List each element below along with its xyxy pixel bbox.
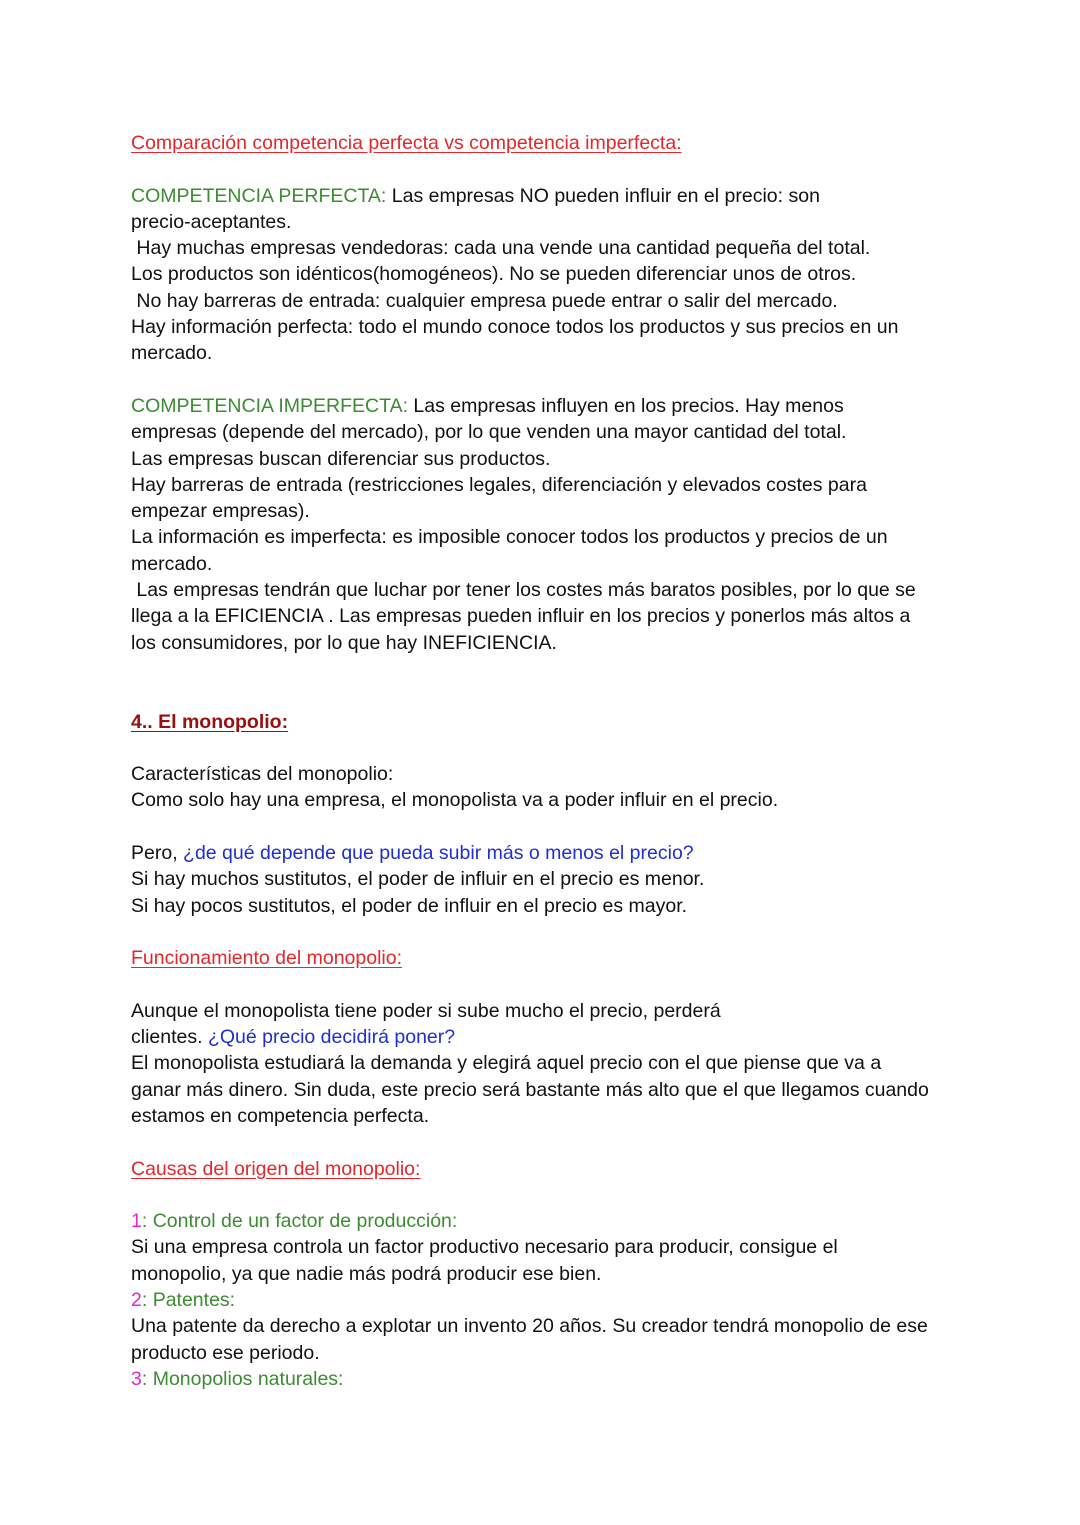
funcionamiento-heading: Funcionamiento del monopolio: [131,947,403,970]
perfecta-line: Hay muchas empresas vendedoras: cada una vende una cantidad pequeña del total. [131,237,871,260]
causa-title [131,1208,961,1234]
causa-number: 1 [131,1210,142,1233]
document-body [131,130,961,1392]
imperfecta-line: Las empresas buscan diferenciar sus productos. [131,447,551,470]
clientes-prefix: clientes. [131,1026,208,1049]
causa-title-text: : Control de un factor de producción: [141,1210,458,1233]
funcionamiento-line: ganar más dinero. Sin duda, este precio será bastante más alto que el que llegamos cuando [131,1078,929,1101]
imperfecta-text: Las empresas influyen en los precios. Hay menos [408,394,844,417]
causa-line: Una patente da derecho a explotar un invento 20 años. Su creador tendrá monopolio de ese [131,1315,928,1338]
caracteristicas-line: Como solo hay una empresa, el monopolista va a poder influir en el precio. [131,789,779,812]
precio-question: ¿Qué precio decidirá poner? [207,1026,456,1049]
comparison-heading: Comparación competencia perfecta vs competencia imperfecta: [131,132,682,154]
imperfecta-line: mercado. [131,552,213,575]
imperfecta-line: empresas (depende del mercado), por lo que venden una mayor cantidad del total. [131,421,847,444]
funcionamiento-line: El monopolista estudiará la demanda y elegirá aquel precio con el que piense que va a [131,1052,882,1075]
perfecta-label: COMPETENCIA PERFECTA: [131,184,387,207]
imperfecta-line: Hay barreras de entrada (restricciones legales, diferenciación y elevados costes para [131,473,867,496]
causa-title-text: : Patentes: [141,1289,236,1312]
causa-line: monopolio, ya que nadie más podrá producir ese bien. [131,1262,602,1285]
funcionamiento-question-line [131,1024,961,1050]
perfecta-line: precio-aceptantes. [131,210,292,233]
sustitutos-line: Si hay pocos sustitutos, el poder de influir en el precio es mayor. [131,894,688,917]
monopolio-heading: 4.. El monopolio: [131,710,289,733]
funcionamiento-line: Aunque el monopolista tiene poder si sube mucho el precio, perderá [131,999,721,1022]
causa-title [131,1366,961,1392]
imperfecta-line: llega a la EFICIENCIA . Las empresas pueden influir en los precios y ponerlos más altos a [131,605,911,628]
imperfecta-line: Las empresas tendrán que luchar por tener los costes más baratos posibles, por lo que se [131,579,916,602]
pero-prefix: Pero, [131,842,184,865]
causa-number: 2 [131,1289,142,1312]
causa-title-text: : Monopolios naturales: [141,1367,344,1390]
pero-line [131,840,961,866]
causa-number: 3 [131,1367,142,1390]
imperfecta-label: COMPETENCIA IMPERFECTA: [131,394,408,417]
sustitutos-line: Si hay muchos sustitutos, el poder de influir en el precio es menor. [131,868,705,891]
perfecta-line: No hay barreras de entrada: cualquier empresa puede entrar o salir del mercado. [131,289,838,312]
perfecta-line: Los productos son idénticos(homogéneos). No se pueden diferenciar unos de otros. [131,263,857,286]
perfecta-paragraph-first [131,183,961,209]
imperfecta-line: empezar empresas). [131,500,310,523]
perfecta-line: mercado. [131,342,213,365]
pero-question: ¿de qué depende que pueda subir más o menos el precio? [183,842,694,865]
causa-line: producto ese periodo. [131,1341,320,1364]
causa-line: Si una empresa controla un factor productivo necesario para producir, consigue el [131,1236,838,1259]
causas-heading: Causas del origen del monopolio: [131,1157,421,1180]
perfecta-line: Hay información perfecta: todo el mundo conoce todos los productos y sus precios en un [131,316,899,339]
imperfecta-line: los consumidores, por lo que hay INEFICIENCIA. [131,631,557,654]
funcionamiento-line: estamos en competencia perfecta. [131,1104,430,1127]
causa-title [131,1287,961,1313]
caracteristicas-line: Características del monopolio: [131,763,394,786]
imperfecta-paragraph-first [131,393,961,419]
perfecta-text: Las empresas NO pueden influir en el precio: son [386,184,820,207]
imperfecta-line: La información es imperfecta: es imposible conocer todos los productos y precios de un [131,526,888,549]
